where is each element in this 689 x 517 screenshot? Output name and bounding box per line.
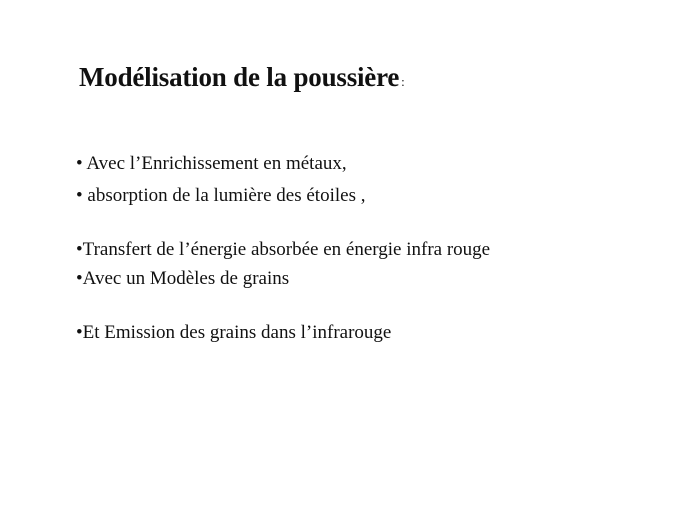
bullet-item-infrared-emission: •Et Emission des grains dans l’infrarouge [76, 322, 392, 343]
bullet-item-energy-transfer: •Transfert de l’énergie absorbée en énergie infra rouge [76, 239, 491, 260]
slide-title-text: Modélisation de la poussière [79, 62, 400, 92]
slide-title [79, 64, 405, 91]
slide-title-colon: : [401, 74, 405, 89]
bullet-item-enrichment: • Avec l’Enrichissement en métaux, [76, 153, 347, 174]
bullet-item-absorption: • absorption de la lumière des étoiles , [76, 185, 366, 206]
bullet-item-grain-models: •Avec un Modèles de grains [76, 268, 290, 289]
